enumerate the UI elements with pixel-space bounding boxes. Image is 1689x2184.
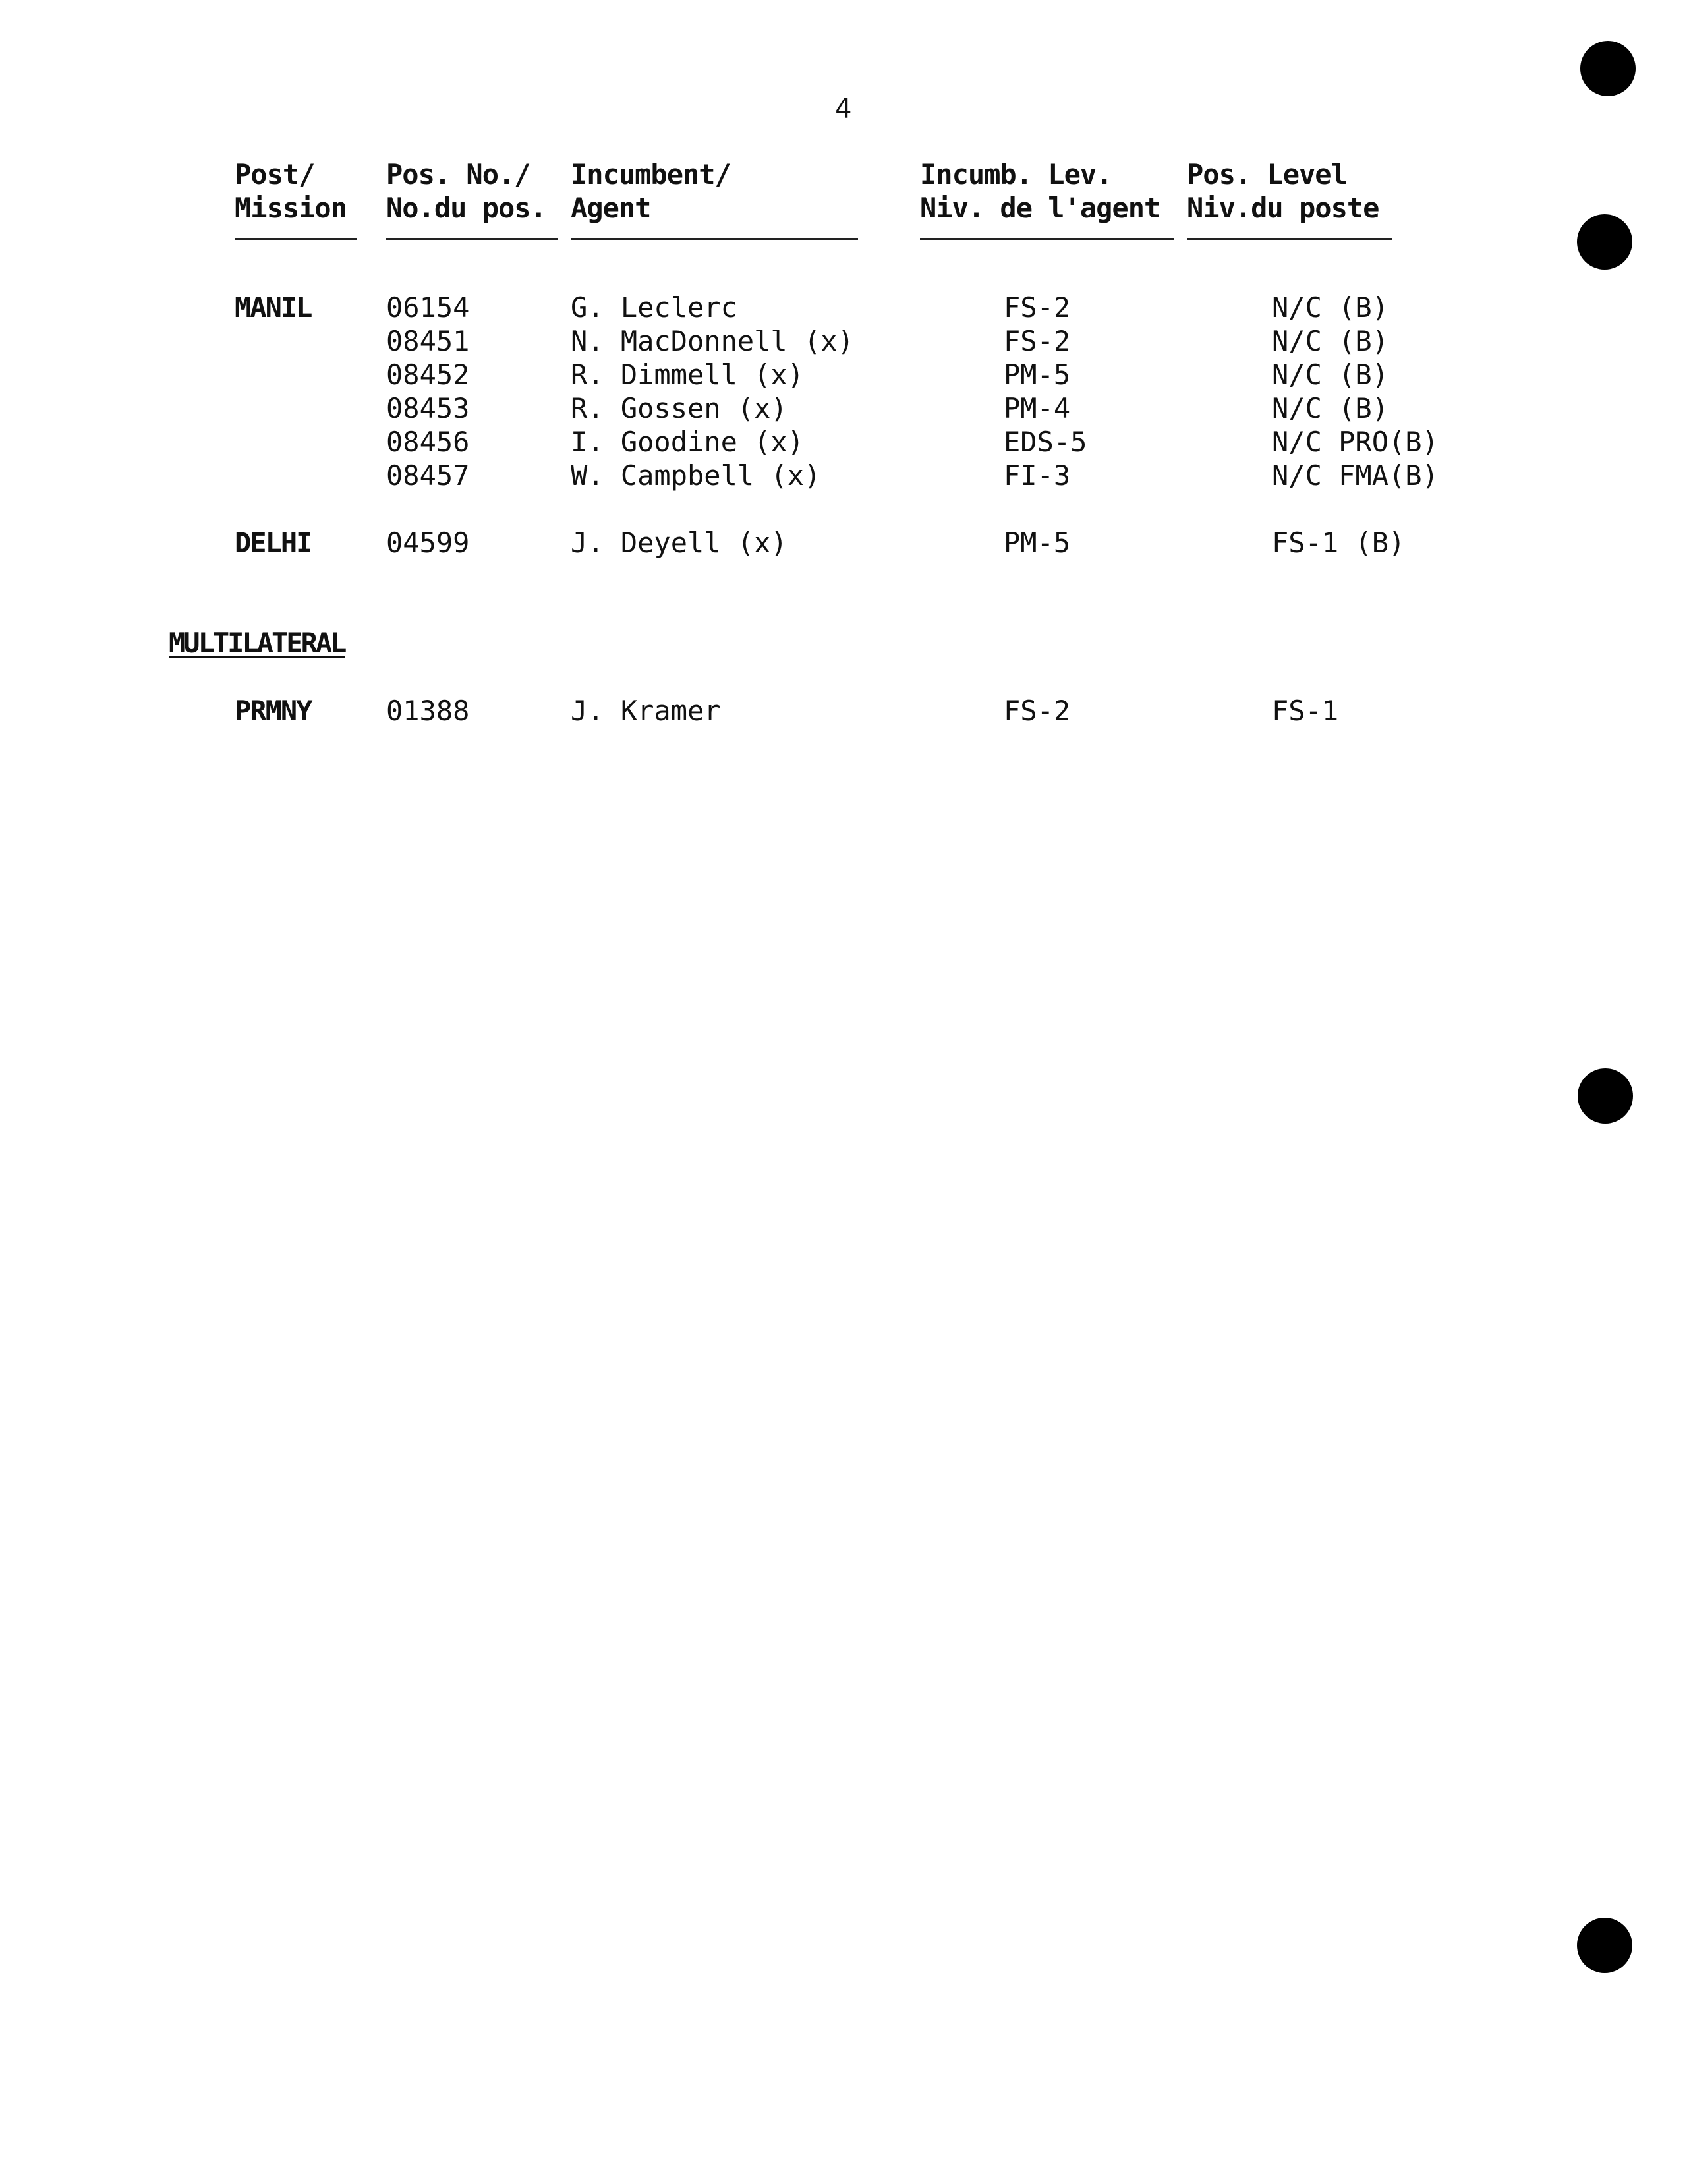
pos-no: 08457: [386, 459, 470, 492]
pos-level: FS-1 (B): [1272, 527, 1406, 559]
header-pos-level-line2: Niv.du poste: [1187, 192, 1379, 224]
pos-level: N/C FMA(B): [1272, 459, 1439, 492]
punch-hole-4: [1577, 1918, 1632, 1973]
header-rule-incumb-level: [920, 238, 1174, 240]
header-rule-posno: [386, 238, 558, 240]
incumb-level: FS-2: [1004, 291, 1071, 324]
header-posno-line2: No.du pos.: [386, 192, 546, 224]
header-incumbent-line2: Agent: [571, 192, 651, 224]
incumb-level: FS-2: [1004, 325, 1071, 357]
pos-no: 06154: [386, 291, 470, 324]
mission-delhi: DELHI: [235, 527, 312, 559]
header-rule-mission: [235, 238, 357, 240]
pos-no: 08451: [386, 325, 470, 357]
header-mission-line2: Mission: [235, 192, 347, 224]
header-mission-line1: Post/: [235, 158, 315, 190]
pos-no: 01388: [386, 695, 470, 727]
pos-level: N/C (B): [1272, 359, 1389, 391]
incumbent: J. Kramer: [571, 695, 721, 727]
pos-no: 08452: [386, 359, 470, 391]
incumbent: R. Dimmell (x): [571, 359, 805, 391]
incumb-level: PM-4: [1004, 392, 1071, 424]
mission-prmny: PRMNY: [235, 695, 312, 727]
section-heading-multilateral: MULTILATERAL: [169, 627, 345, 659]
incumb-level: PM-5: [1004, 527, 1071, 559]
punch-hole-2: [1577, 214, 1632, 270]
punch-hole-1: [1580, 41, 1636, 96]
header-incumb-level-line1: Incumb. Lev.: [920, 158, 1112, 190]
pos-level: N/C (B): [1272, 291, 1389, 324]
header-incumbent-line1: Incumbent/: [571, 158, 731, 190]
punch-hole-3: [1578, 1068, 1633, 1124]
pos-no: 08453: [386, 392, 470, 424]
incumbent: G. Leclerc: [571, 291, 737, 324]
header-incumb-level-line2: Niv. de l'agent: [920, 192, 1160, 224]
incumbent: R. Gossen (x): [571, 392, 787, 424]
pos-level: FS-1: [1272, 695, 1339, 727]
pos-level: N/C PRO(B): [1272, 426, 1439, 458]
pos-level: N/C (B): [1272, 392, 1389, 424]
pos-no: 08456: [386, 426, 470, 458]
incumbent: W. Campbell (x): [571, 459, 821, 492]
incumb-level: EDS-5: [1004, 426, 1087, 458]
incumb-level: FS-2: [1004, 695, 1071, 727]
incumb-level: PM-5: [1004, 359, 1071, 391]
header-rule-pos-level: [1187, 238, 1392, 240]
header-posno-line1: Pos. No./: [386, 158, 530, 190]
incumbent: N. MacDonnell (x): [571, 325, 854, 357]
incumb-level: FI-3: [1004, 459, 1071, 492]
page-number: 4: [835, 92, 852, 125]
header-rule-incumbent: [571, 238, 858, 240]
mission-manil: MANIL: [235, 291, 312, 324]
pos-level: N/C (B): [1272, 325, 1389, 357]
pos-no: 04599: [386, 527, 470, 559]
incumbent: I. Goodine (x): [571, 426, 805, 458]
header-pos-level-line1: Pos. Level: [1187, 158, 1347, 190]
incumbent: J. Deyell (x): [571, 527, 787, 559]
